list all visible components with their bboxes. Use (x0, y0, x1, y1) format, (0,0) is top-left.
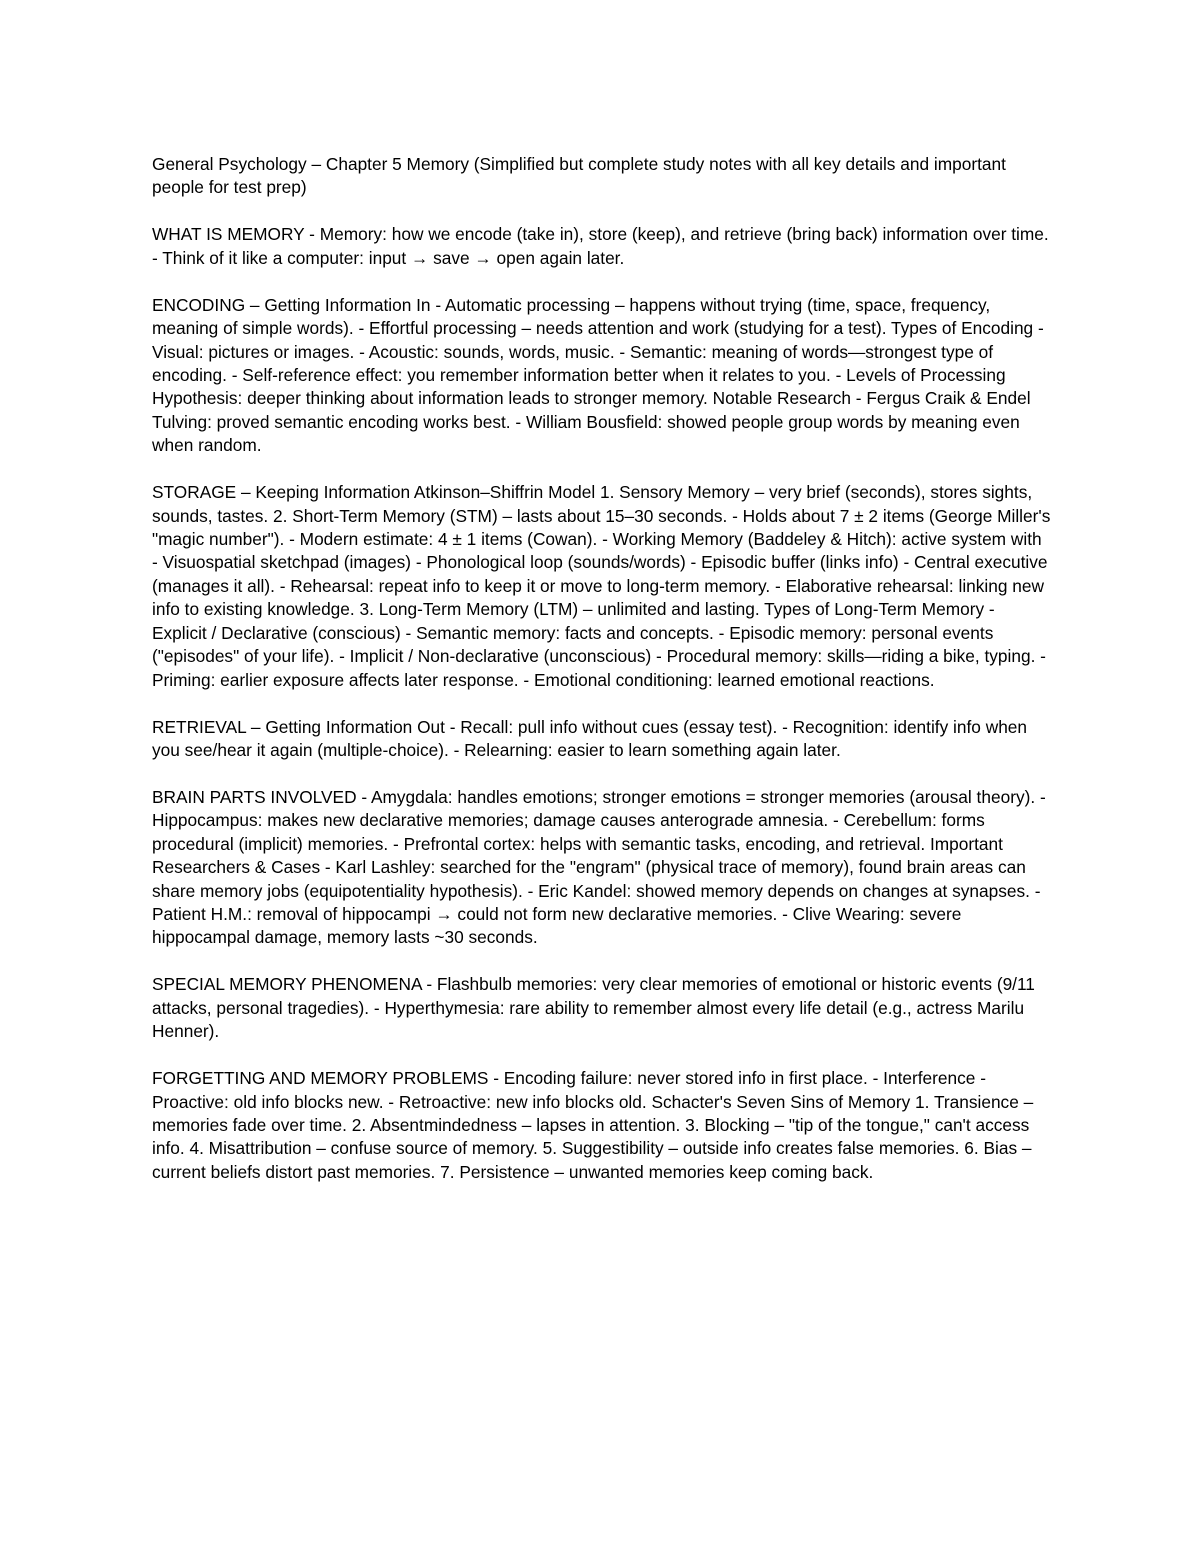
section-retrieval: RETRIEVAL – Getting Information Out - Recall: pull info without cues (essay test). - Recognition: identify info when you see/hear it again (multiple-choice). - Relearning: easier to learn something again later. (152, 716, 1028, 760)
document-title-paragraph: General Psychology – Chapter 5 Memory (Simplified but complete study notes with all key details and important people for test prep) (152, 154, 1006, 198)
section-forgetting: FORGETTING AND MEMORY PROBLEMS - Encoding failure: never stored info in first place. - Interference - Proactive: old info blocks new. - Retroactive: new info blocks old. Schacter's Seven Sins of Memory 1. Transience – memories fade over time. 2. Absentmindedness – lapses in attention. 3. Blocking – "tip of the tongue," can't access info. 4. Misattribution – confuse source of memory. 5. Suggestibility – outside info creates false memories. 6. Bias – current beliefs distort past memories. 7. Persistence – unwanted memories keep coming back. (152, 1068, 1034, 1182)
section-encoding: ENCODING – Getting Information In - Automatic processing – happens without trying (time, space, frequency, meaning of simple words). - Effortful processing – needs attention and work (studying for a test). Types of Encoding - Visual: pictures or images. - Acoustic: sounds, words, music. - Semantic: meaning of words—strongest type of encoding. - Self-reference effect: you remember information better when it relates to you. - Levels of Processing Hypothesis: deeper thinking about information leads to stronger memory. Notable Research - Fergus Craik & Endel Tulving: proved semantic encoding works best. - William Bousfield: showed people group words by meaning even when random. (152, 294, 1044, 456)
section-special-phenomena: SPECIAL MEMORY PHENOMENA - Flashbulb memories: very clear memories of emotional or historic events (9/11 attacks, personal tragedies). - Hyperthymesia: rare ability to remember almost every life detail (e.g., actress Marilu Henner). (152, 974, 1035, 1042)
section-what-is-memory: WHAT IS MEMORY - Memory: how we encode (take in), store (keep), and retrieve (bring back) information over time. - Think of it like a computer: input → save → open again later. (152, 224, 1049, 268)
document-page (152, 153, 1052, 1208)
section-storage: STORAGE – Keeping Information Atkinson–Shiffrin Model 1. Sensory Memory – very brief (seconds), stores sights, sounds, tastes. 2. Short-Term Memory (STM) – lasts about 15–30 seconds. - Holds about 7 ± 2 items (George Miller's "magic number"). - Modern estimate: 4 ± 1 items (Cowan). - Working Memory (Baddeley & Hitch): active system with - Visuospatial sketchpad (images) - Phonological loop (sounds/words) - Episodic buffer (links info) - Central executive (manages it all). - Rehearsal: repeat info to keep it or move to long-term memory. - Elaborative rehearsal: linking new info to existing knowledge. 3. Long-Term Memory (LTM) – unlimited and lasting. Types of Long-Term Memory - Explicit / Declarative (conscious) - Semantic memory: facts and concepts. - Episodic memory: personal events ("episodes" of your life). - Implicit / Non-declarative (unconscious) - Procedural memory: skills—riding a bike, typing. - Priming: earlier exposure affects later response. - Emotional conditioning: learned emotional reactions. (152, 482, 1051, 690)
section-brain-parts: BRAIN PARTS INVOLVED - Amygdala: handles emotions; stronger emotions = stronger memories (arousal theory). - Hippocampus: makes new declarative memories; damage causes anterograde amnesia. - Cerebellum: forms procedural (implicit) memories. - Prefrontal cortex: helps with semantic tasks, encoding, and retrieval. Important Researchers & Cases - Karl Lashley: searched for the "engram" (physical trace of memory), found brain areas can share memory jobs (equipotentiality hypothesis). - Eric Kandel: showed memory depends on changes at synapses. - Patient H.M.: removal of hippocampi → could not form new declarative memories. - Clive Wearing: severe hippocampal damage, memory lasts ~30 seconds. (152, 786, 1046, 948)
